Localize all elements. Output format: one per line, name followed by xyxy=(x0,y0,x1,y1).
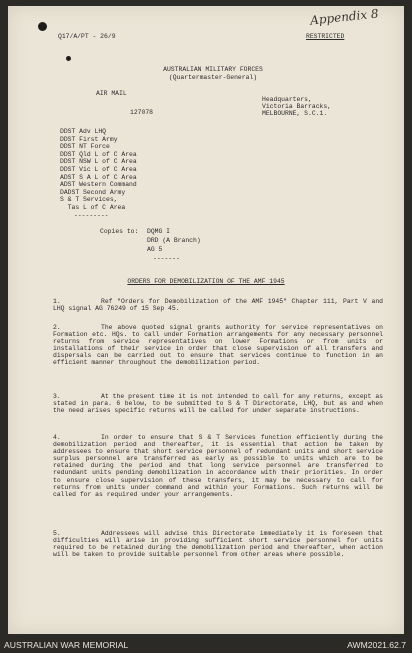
classification-stamp: RESTRICTED xyxy=(306,33,345,40)
organization-branch: (Quartermaster-General) xyxy=(168,74,258,81)
address-line: Victoria Barracks, xyxy=(262,103,332,110)
file-reference: Q17/A/PT - 26/9 xyxy=(58,33,116,40)
copy-recipient: DRD (A Branch) xyxy=(147,237,201,244)
addressee: DADST Second Army xyxy=(60,188,126,196)
addressee: Tas L of C Area xyxy=(60,204,126,211)
divider: --------- xyxy=(74,211,109,219)
document-page xyxy=(8,6,404,634)
copy-recipient: AG 5 xyxy=(147,246,163,253)
paragraph-text: Addressees will advise this Directorate immediately it is foreseen that difficulties will arise in providing sufficient short service personnel for units required to be retained during the demobilization period and thereafter, when action will be taken to provide suitable personnel from other areas where possible. xyxy=(53,530,383,559)
copies-label: Copies to: xyxy=(100,228,139,235)
archive-name: AUSTRALIAN WAR MEMORIAL xyxy=(4,640,129,650)
organization-name: AUSTRALIAN MILITARY FORCES xyxy=(163,66,263,73)
paragraph-number: 1. xyxy=(53,298,61,305)
addressee: DDST NSW L of C Area xyxy=(60,158,137,166)
paragraph xyxy=(53,324,383,367)
address-line: MELBOURNE, S.C.1. xyxy=(262,110,328,117)
addressee: DDST Adv LHQ xyxy=(60,128,107,135)
divider: ------- xyxy=(153,255,180,262)
paragraph xyxy=(53,434,383,498)
paragraph-number: 2. xyxy=(53,324,61,331)
addressee: ADST S A L of C Area xyxy=(60,173,137,181)
paragraph-number: 4. xyxy=(53,434,61,441)
addressee: DDST Vic L of C Area xyxy=(60,166,137,173)
punch-hole xyxy=(66,56,71,61)
paragraph xyxy=(53,393,383,414)
punch-hole xyxy=(38,22,47,31)
addressee: DDST First Army xyxy=(60,135,118,143)
document-number: 127078 xyxy=(130,109,154,116)
address-line: Headquarters, xyxy=(262,96,312,103)
addressee: DDST Qld L of C Area xyxy=(60,150,137,158)
paragraph-text: In order to ensure that S & T Services function efficiently during the demobilization period and thereafter, it is essential that action be taken by addressees to ensure that short service personnel of redundant units and short service surplus personnel are transferred as early as possible to units which are to be retained during the period and that long service personnel are transferred to redundant units pending demobilization in accordance with their priorities. In order to ensure close supervision of these transfers, it may be necessary to call for returns from units under command and within your Formations. Such returns will be called for as required under your arrangements. xyxy=(53,434,383,498)
addressee: ADST Western Command xyxy=(60,181,137,189)
copy-recipient: DQMG I xyxy=(147,228,171,235)
transmission-method: AIR MAIL xyxy=(96,90,127,97)
handwritten-annotation: Appendix 8 xyxy=(309,6,380,28)
paragraph-text: At the present time it is not intended to call for any returns, except as stated in para. 6 below, to be submitted to S & T Directorate, LHQ, but as and when the need arises specific returns will be called for under separate instructions. xyxy=(53,393,383,415)
document-title: ORDERS FOR DEMOBILIZATION OF THE AMF 1945 xyxy=(127,278,285,285)
addressee: S & T Services, xyxy=(60,196,118,204)
archive-reference: AWM2021.62.7 xyxy=(347,640,406,650)
paragraph-text: Ref "Orders for Demobilization of the AMF 1945" Chapter 111, Part V and LHQ signal AG 76249 of 15 Sep 45. xyxy=(53,298,383,313)
paragraph xyxy=(53,298,383,312)
paragraph xyxy=(53,530,383,558)
addressee: DDST NT Force xyxy=(60,143,110,151)
paragraph-number: 3. xyxy=(53,393,61,400)
paragraph-number: 5. xyxy=(53,530,61,537)
archive-footer xyxy=(0,638,412,653)
paragraph-text: The above quoted signal grants authority for service representatives on Formation etc. HQs. to call under Formation arrangements for any necessary personnel returns from service representatives on lower Formations or from units or installations of their service in order that close supervision of all transfers and dispersals can be carried out to ensure that services continue to function in an efficient manner throughout the demobilization period. xyxy=(53,324,383,367)
